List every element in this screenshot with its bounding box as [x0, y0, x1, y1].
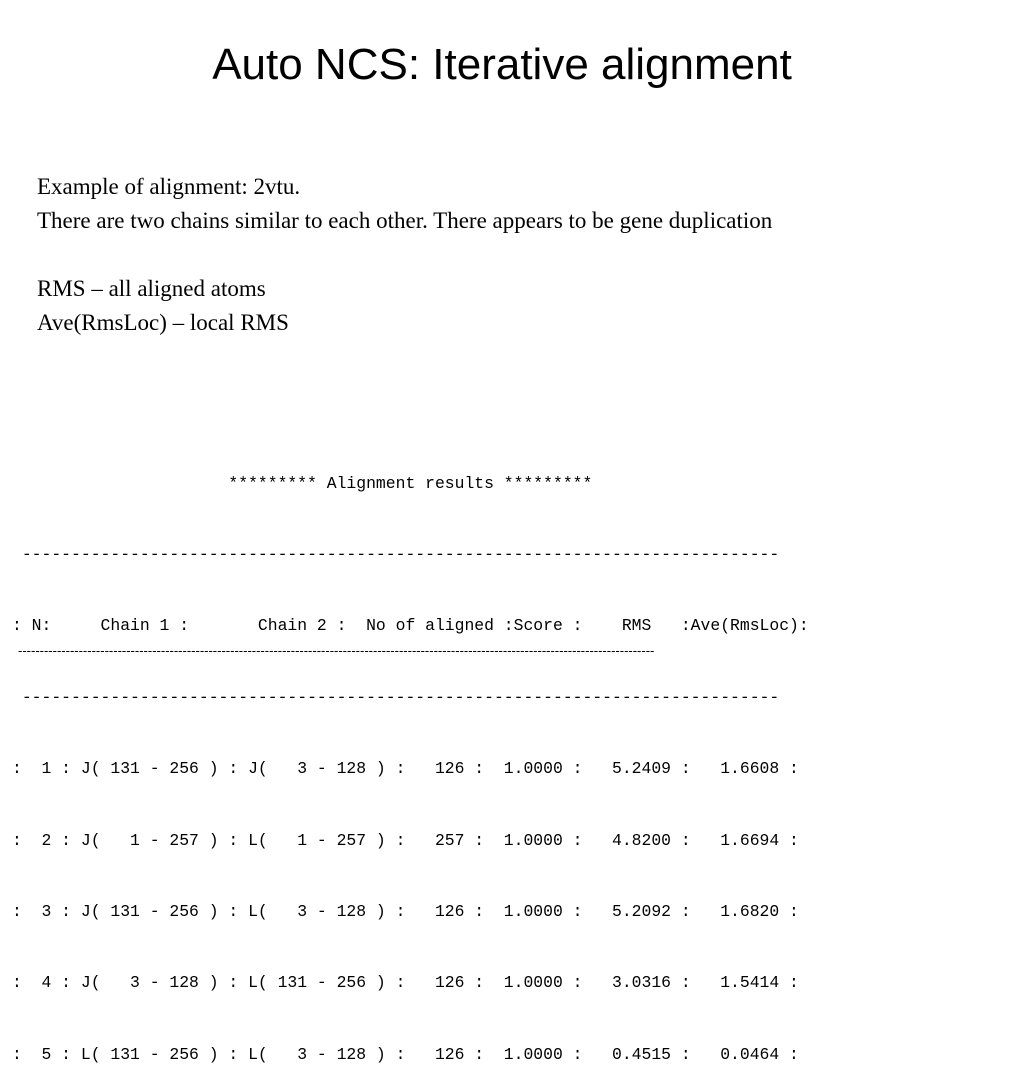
table-rule: ----------------------------------------------------------------------------- — [12, 544, 780, 564]
text-line: Example of alignment: 2vtu. — [37, 174, 301, 199]
slide-title: Auto NCS: Iterative alignment — [212, 40, 792, 89]
results-header: ********* Alignment results ********* — [12, 473, 593, 493]
table-column-headers: : N: Chain 1 : Chain 2 : No of aligned :Score : RMS :Ave(RmsLoc): — [12, 616, 809, 636]
text-line: RMS – all aligned atoms — [37, 276, 266, 301]
table-row: : 5 : L( 131 - 256 ) : L( 3 - 128 ) : 126 : 1.0000 : 0.4515 : 0.0464 : — [12, 1044, 799, 1064]
table-row: : 1 : J( 131 - 256 ) : J( 3 - 128 ) : 126 : 1.0000 : 5.2409 : 1.6608 : — [12, 759, 799, 779]
text-line: There are two chains similar to each other. There appears to be gene duplication — [37, 208, 773, 233]
table-row: : 3 : J( 131 - 256 ) : L( 3 - 128 ) : 126 : 1.0000 : 5.2092 : 1.6820 : — [12, 901, 799, 921]
table-row: : 2 : J( 1 - 257 ) : L( 1 - 257 ) : 257 : 1.0000 : 4.8200 : 1.6694 : — [12, 830, 799, 850]
description-text — [37, 170, 772, 340]
text-line: Ave(RmsLoc) – local RMS — [37, 310, 289, 335]
alignment-results-table — [12, 424, 809, 1090]
table-bottom-rule: --------------------------------------------------------------------------------------------------------------------------------------------------- — [18, 643, 655, 658]
table-row: : 4 : J( 3 - 128 ) : L( 131 - 256 ) : 126 : 1.0000 : 3.0316 : 1.5414 : — [12, 973, 799, 993]
text-line-blank — [37, 238, 772, 272]
table-rule: ----------------------------------------------------------------------------- — [12, 687, 780, 707]
